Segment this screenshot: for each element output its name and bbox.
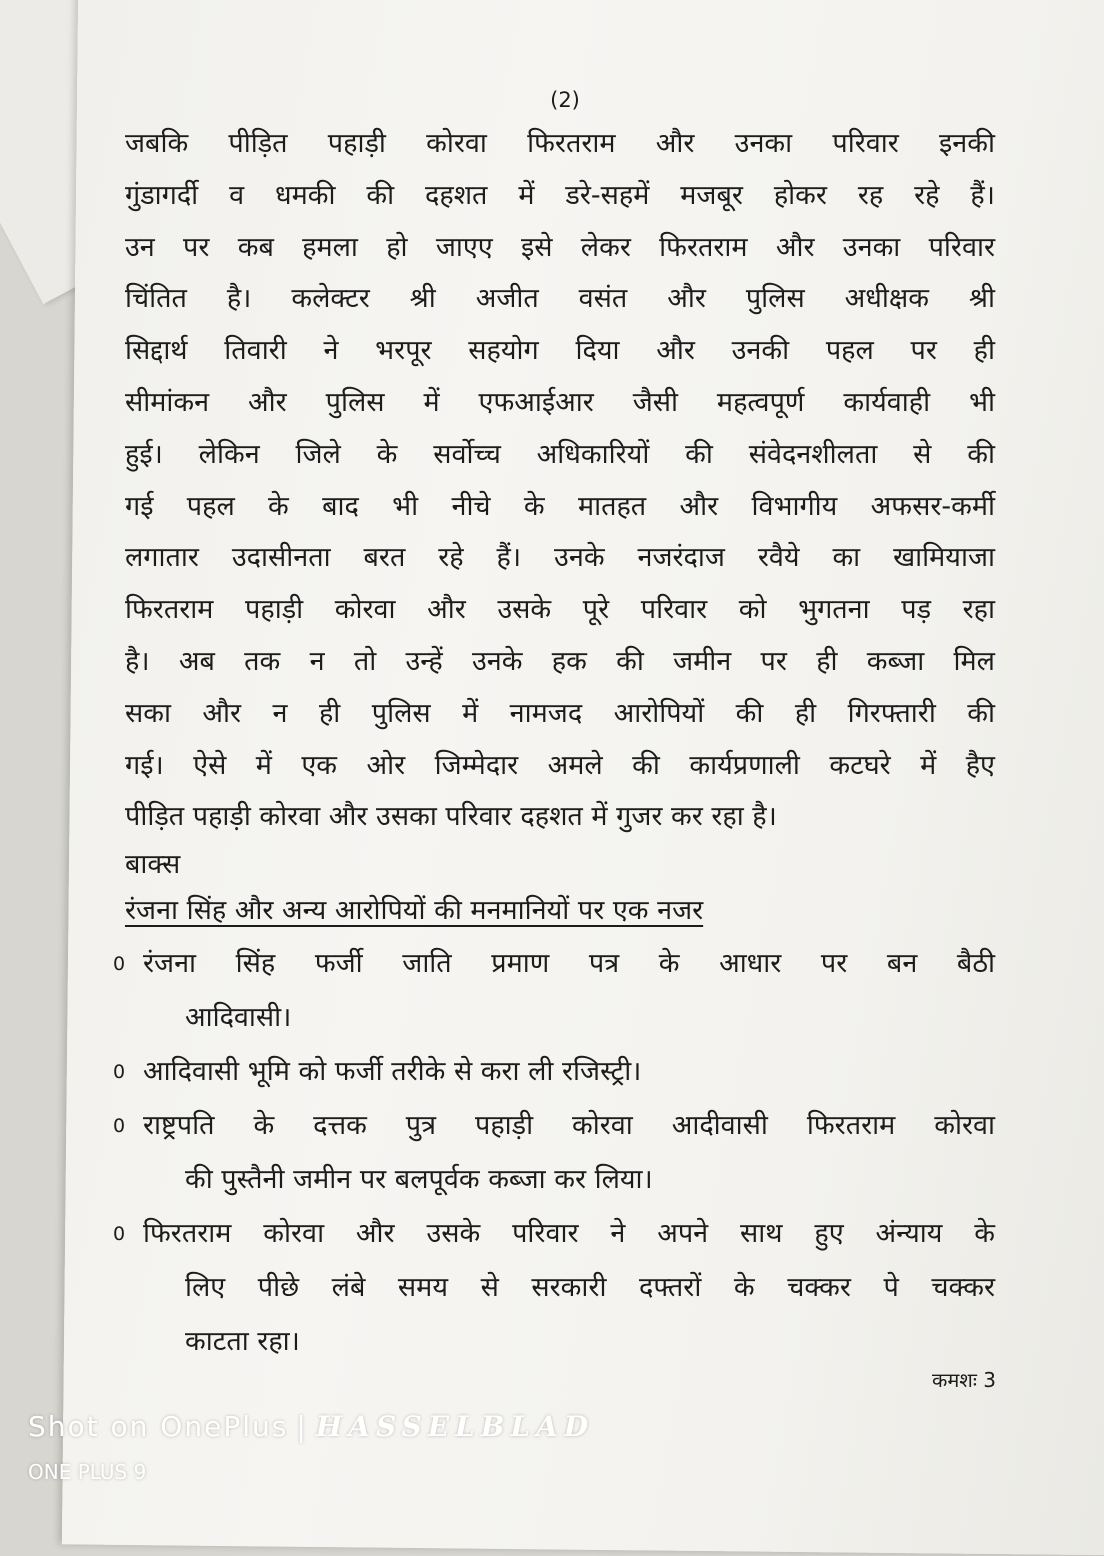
paragraph-line: फिरतराम पहाड़ी कोरवा और उसके पूरे परिवार को भुगतना पड़ रहा — [125, 594, 995, 626]
paragraph-line: गई पहल के बाद भी नीचे के मातहत और विभागीय अफसर-कर्मी — [125, 490, 995, 522]
paragraph-line: चिंतित है। कलेक्टर श्री अजीत वसंत और पुलिस अधीक्षक श्री — [125, 283, 995, 315]
watermark-separator: | — [296, 1410, 308, 1443]
camera-watermark — [28, 1410, 594, 1443]
paragraph-line: सीमांकन और पुलिस में एफआईआर जैसी महत्वपूर्ण कार्यवाही भी — [125, 386, 995, 418]
paragraph-line: गई। ऐसे में एक ओर जिम्मेदार अमले की कार्यप्रणाली कटघरे में हैए — [125, 749, 995, 781]
bullet-text-line: की पुस्तैनी जमीन पर बलपूर्वक कब्जा कर लिया। — [185, 1164, 653, 1196]
bullet-text-line: काटता रहा। — [185, 1326, 300, 1358]
watermark-shot-on: Shot on OnePlus — [28, 1410, 289, 1443]
paragraph-line: लगातार उदासीनता बरत रहे हैं। उनके नजरंदाज रवैये का खामियाजा — [125, 542, 995, 574]
paragraph-line: सिद्दार्थ तिवारी ने भरपूर सहयोग दिया और उनकी पहल पर ही — [125, 335, 995, 367]
box-label: बाक्स — [125, 849, 181, 881]
bullet-marker: 0 — [113, 1223, 126, 1246]
bullet-text-line: फिरतराम कोरवा और उसके परिवार ने अपने साथ हुए अंन्याय के — [143, 1218, 995, 1250]
paragraph-line: सका और न ही पुलिस में नामजद आरोपियों की ही गिरफ्तारी की — [125, 697, 995, 729]
document-content — [113, 88, 995, 1369]
bullet-text-line: आदिवासी। — [185, 1002, 292, 1034]
bullet-text-line: रंजना सिंह फर्जी जाति प्रमाण पत्र के आधार पर बन बैठी — [143, 948, 995, 980]
watermark-brand: HASSELBLAD — [315, 1410, 595, 1443]
main-paragraph — [125, 118, 995, 843]
bullet-list — [113, 937, 995, 1369]
bullet-text-line: लिए पीछे लंबे समय से सरकारी दफ्तरों के चक्कर पे चक्कर — [185, 1272, 995, 1304]
bullet-marker: 0 — [113, 1115, 126, 1138]
paragraph-line: गुंडागर्दी व धमकी की दहशत में डरे-सहमें मजबूर होकर रह रहे हैं। — [125, 179, 995, 211]
bullet-marker: 0 — [113, 1061, 126, 1084]
list-item — [113, 1045, 995, 1099]
paragraph-line: जबकि पीड़ित पहाड़ी कोरवा फिरतराम और उनका परिवार इनकी — [125, 128, 995, 159]
bullet-marker: 0 — [113, 953, 126, 976]
paragraph-line: पीड़ित पहाड़ी कोरवा और उसका परिवार दहशत में गुजर कर रहा है। — [125, 801, 777, 833]
paragraph-line: उन पर कब हमला हो जाएए इसे लेकर फिरतराम और उनका परिवार — [125, 231, 995, 263]
box-heading: रंजना सिंह और अन्य आरोपियों की मनमानियों पर एक नजर — [125, 895, 704, 927]
paragraph-line: हुई। लेकिन जिले के सर्वोच्च अधिकारियों की संवेदनशीलता से की — [125, 438, 995, 470]
list-item — [113, 1207, 995, 1369]
list-item — [113, 937, 995, 1045]
paragraph-line: है। अब तक न तो उन्हें उनके हक की जमीन पर ही कब्जा मिल — [125, 645, 995, 677]
bullet-text-line: राष्ट्रपति के दत्तक पुत्र पहाड़ी कोरवा आदीवासी फिरतराम कोरवा — [143, 1110, 995, 1142]
page-number: (2) — [550, 88, 580, 112]
camera-model: ONE PLUS 9 — [28, 1460, 147, 1484]
continued-note: कमशः 3 — [931, 1368, 996, 1392]
list-item — [113, 1099, 995, 1207]
bullet-text-line: आदिवासी भूमि को फर्जी तरीके से करा ली रजिस्ट्री। — [143, 1056, 642, 1088]
